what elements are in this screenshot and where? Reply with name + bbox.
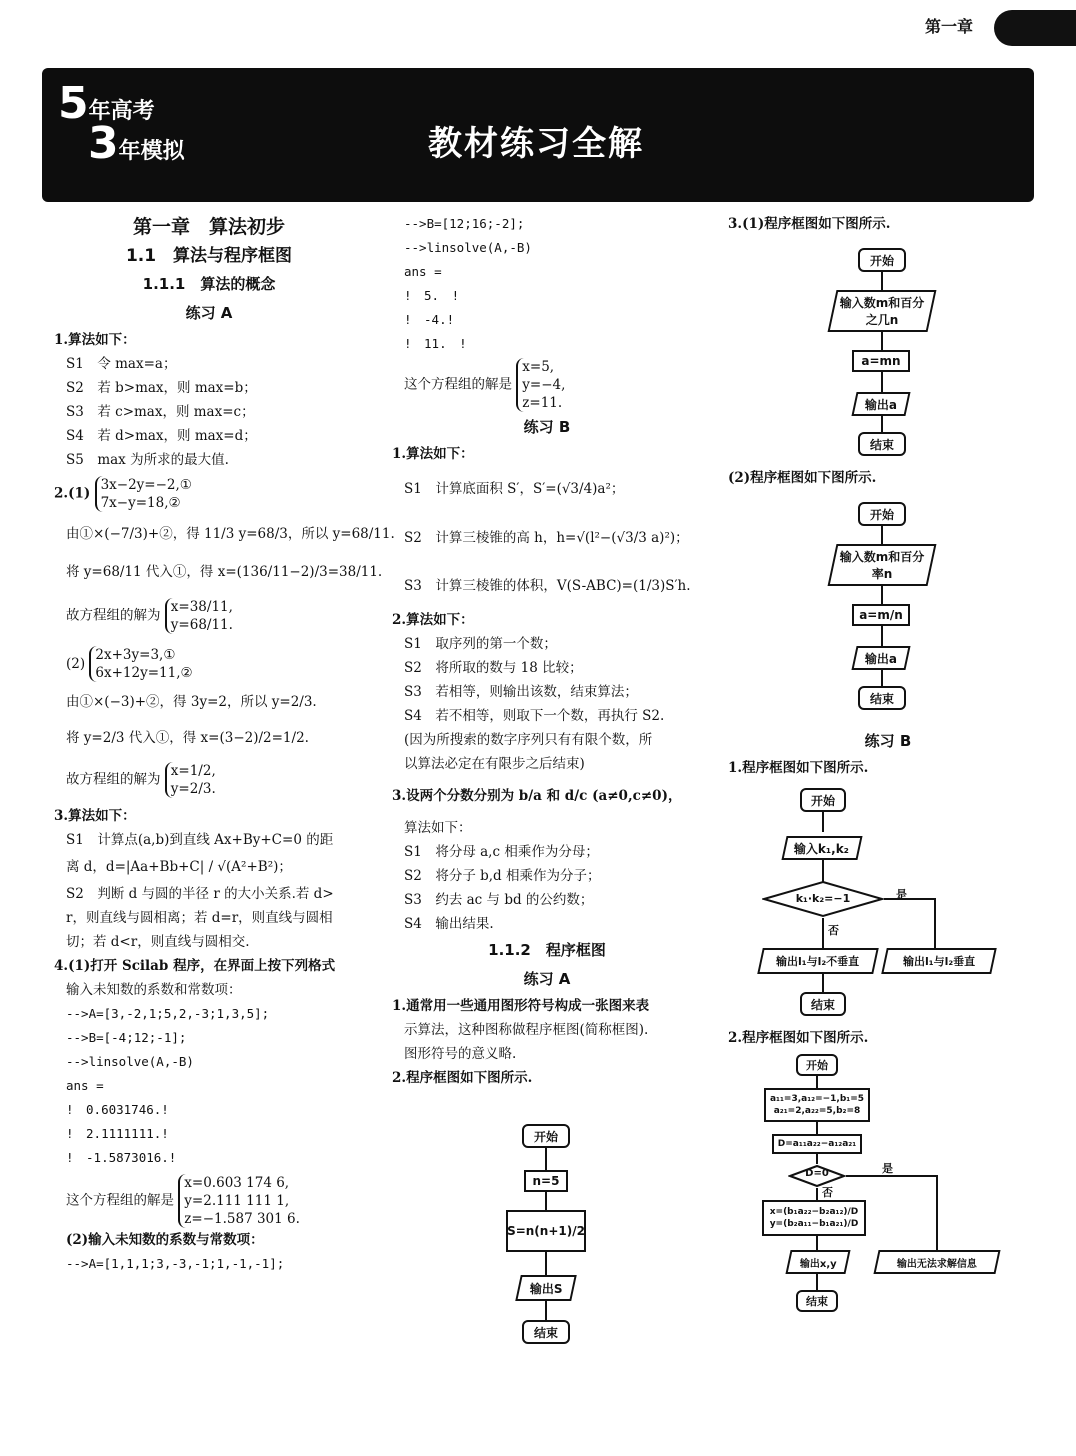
text-line: 将 y=68/11 代入①，得 x=(136/11−2)/3=38/11. [66,564,383,580]
output-xy-node: 输出x,y [785,1250,850,1274]
flow-arrow [816,1154,818,1164]
code-line: -->B=[-4;12;-1]; [66,1030,187,1045]
flowchart-percent [826,246,946,461]
code-line: ans = [66,1078,104,1093]
exercise-heading: 练习 B [864,732,912,750]
brace [165,598,233,634]
section-heading: 1.1 算法与程序框图 [125,246,293,266]
text-block [728,1026,1048,1050]
column-3 [728,212,1048,236]
flow-arrow [881,586,883,604]
text-line: 2.程序框图如下图所示. [728,1030,869,1046]
flow-arrow [816,1236,818,1250]
equation: 2x+3y=3,① [95,647,176,663]
text-line: S2 计算三棱锥的高 h，h=√(l²−(√3/3 a)²)； [404,530,689,546]
text-line: 2.程序框图如下图所示. [392,1070,533,1086]
flow-arrow [816,1274,818,1290]
output-none-node: 输出无法求解信息 [873,1250,1000,1274]
assign-node: a=m/n [852,604,910,626]
end-node: 结束 [522,1320,570,1344]
text-line: 算法如下： [404,820,472,836]
equation: z=11. [522,395,563,411]
output-node: 输出S [515,1275,577,1301]
flow-line [934,898,936,950]
yes-label: 是 [896,888,907,901]
column-2 [392,212,702,1090]
equation: 7x−y=18,② [100,495,181,511]
text-line: S4 若 d>max，则 max=d； [66,428,257,444]
start-node: 开始 [858,502,906,526]
equation: x=1/2, [170,763,216,779]
start-node: 开始 [858,248,906,272]
question-label: 2.(1) [54,485,91,502]
flowchart-sum [500,1120,600,1350]
subsection-heading: 1.1.2 程序框图 [488,941,606,959]
assign-node: a₁₁=3,a₁₂=−1,b₁=5 a₂₁=2,a₂₂=5,b₂=8 [764,1088,870,1122]
brace [516,358,565,412]
det-node: D=a₁₁a₂₂−a₁₂a₂₁ [772,1134,862,1154]
end-node: 结束 [796,1290,838,1312]
flow-arrow [822,918,824,948]
equation: x=0.603 174 6, [184,1175,290,1191]
code-line: ! 11. ! [404,336,467,351]
input-node: 输入数m和百分之几n [828,290,937,332]
equation-system [54,476,364,512]
text-line: S4 输出结果. [404,916,494,932]
equation: x=38/11, [170,599,233,615]
text-line: S2 若 b>max，则 max=b； [66,380,257,396]
text-line: S2 将分子 b,d 相乘作为分子； [404,868,601,884]
text-line: S1 取序列的第一个数； [404,636,557,652]
text-line: 3.算法如下： [54,808,136,824]
equation-system [54,646,364,682]
brace [89,646,192,682]
no-label: 否 [822,1186,833,1199]
text-line: S5 max 为所求的最大值. [66,452,229,468]
text-line: 示算法，这种图称做程序框图(简称框图). [404,1022,649,1038]
logo-num-5: 5 [58,78,89,129]
calc-node: S=n(n+1)/2 [506,1210,586,1252]
equation: y=2/3. [170,781,216,797]
text-line: 切；若 d<r，则直线与圆相交. [66,934,250,950]
text-line: 离 d，d=|Aa+Bb+C| / √(A²+B²)； [66,859,292,875]
output-no-node: 输出l₁与l₂不垂直 [757,948,879,974]
text-line: S1 将分母 a,c 相乘作为分母； [404,844,599,860]
input-node: 输入数m和百分率n [828,544,937,586]
text-block [728,466,1048,490]
flow-arrow [816,1188,818,1200]
text-block [728,726,1048,780]
equation: y=−4, [522,377,566,393]
text-line: 1.程序框图如下图所示. [728,760,869,776]
question-label: (2) [66,655,86,672]
code-line: ans = [404,264,442,279]
flow-arrow [816,1122,818,1134]
text-line: 3.设两个分数分别为 b/a 和 d/c (a≠0,c≠0)， [392,788,682,804]
chapter-tab [994,10,1076,46]
exercise-heading: 练习 A [185,304,233,322]
assign-node: n=5 [524,1170,568,1192]
code-line: -->A=[1,1,1;3,-3,-1;1,-1,-1]; [66,1256,285,1271]
text-line: (2)程序框图如下图所示. [728,470,877,486]
assign-node: a=mn [852,350,910,372]
code-line: ! 2.1111111.! [66,1126,169,1141]
text-line: 以算法必定在有限步之后结束) [404,756,585,772]
flow-arrow [881,272,883,292]
text-line: S1 计算底面积 S′，S′=(√3/4)a²； [404,481,625,497]
calc-node: x=(b₁a₂₂−b₂a₁₂)/D y=(b₂a₁₁−b₁a₂₁)/D [762,1200,866,1236]
code-line: -->linsolve(A,-B) [404,240,532,255]
equation: 3x−2y=−2,① [100,477,192,493]
text-line: S3 约去 ac 与 bd 的公约数； [404,892,594,908]
condition-label: D=0 [805,1168,829,1179]
flow-arrow [881,372,883,392]
text-line: S1 计算点(a,b)到直线 Ax+By+C=0 的距 [66,832,334,848]
text-line: S2 判断 d 与圆的半径 r 的大小关系.若 d> [66,886,334,902]
text-line: 将 y=2/3 代入①，得 x=(3−2)/2=1/2. [66,730,309,746]
flow-arrow [816,1076,818,1088]
start-node: 开始 [796,1054,838,1076]
solution-label: 这个方程组的解是 [66,1192,174,1209]
exercise-heading: 练习 A [523,970,571,988]
logo-num-3: 3 [88,118,119,169]
start-node: 开始 [800,788,846,812]
column-1 [54,212,395,1276]
output-node: 输出a [851,392,910,416]
solution [392,358,702,412]
text-line: (因为所搜索的数字序列只有有限个数，所 [404,732,653,748]
solution [54,598,364,634]
flow-line [936,1175,938,1253]
solution-label: 这个方程组的解是 [404,376,512,393]
text-line: 4.(1)打开 Scilab 程序，在界面上按下列格式 [54,958,336,974]
text-line: 1.算法如下： [54,332,136,348]
equation: y=2.111 111 1, [184,1193,290,1209]
solution [54,1174,364,1228]
text-line: 由①×(−7/3)+②，得 11/3 y=68/3，所以 y=68/11. [66,526,395,542]
logo-text-2: 年模拟 [118,139,185,164]
flow-arrow [545,1192,547,1212]
text-line: S2 将所取的数与 18 比较； [404,660,583,676]
code-line: ! 5. ! [404,288,460,303]
solution [54,762,364,798]
brace [95,476,192,512]
flowchart-linear-system [760,1052,1010,1318]
end-node: 结束 [800,992,846,1016]
flow-arrow [545,1252,547,1276]
banner-title: 教材练习全解 [428,124,644,164]
text-line: 1.算法如下： [392,446,474,462]
solution-label: 故方程组的解为 [66,607,161,624]
chapter-tag: 第一章 [925,17,974,36]
flowchart-perpendicular [756,786,1006,1021]
text-line: S1 令 max=a； [66,356,177,372]
text-line: S3 若相等，则输出该数，结束算法； [404,684,638,700]
code-line: ! 0.6031746.! [66,1102,169,1117]
text-line: 1.通常用一些通用图形符号构成一张图来表 [392,998,650,1014]
flow-line [884,898,936,900]
flow-arrow [822,812,824,832]
flow-arrow [881,526,883,546]
equation: 6x+12y=11,② [95,665,193,681]
text-line: r，则直线与圆相离；若 d=r，则直线与圆相 [66,910,333,926]
flowchart-ratio [826,500,946,715]
text-line: 输入未知数的系数和常数项： [66,982,242,998]
solution-label: 故方程组的解为 [66,771,161,788]
code-line: -->linsolve(A,-B) [66,1054,194,1069]
yes-label: 是 [882,1162,893,1175]
flow-arrow [881,626,883,646]
output-node: 输出a [851,646,910,670]
input-node: 输入k₁,k₂ [781,836,862,860]
text-line: S3 计算三棱锥的体积，V(S-ABC)=(1/3)S′h. [404,578,691,594]
no-label: 否 [828,924,839,937]
code-line: -->B=[12;16;-2]; [404,216,525,231]
start-node: 开始 [522,1124,570,1148]
text-line: 2.算法如下： [392,612,474,628]
text-line: 图形符号的意义略. [404,1046,517,1062]
subsection-heading: 1.1.1 算法的概念 [142,275,276,293]
end-node: 结束 [858,686,906,710]
text-line: S3 若 c>max，则 max=c； [66,404,255,420]
equation: y=68/11. [170,617,233,633]
end-node: 结束 [858,432,906,456]
logo [58,78,185,169]
logo-text-1: 年高考 [88,99,155,124]
output-yes-node: 输出l₁与l₂垂直 [881,948,997,974]
equation: x=5, [522,359,555,375]
text-line: 3.(1)程序框图如下图所示. [728,216,891,232]
code-line: ! -4.! [404,312,455,327]
brace [165,762,216,798]
code-line: -->A=[3,-2,1;5,2,-3;1,3,5]; [66,1006,270,1021]
text-line: (2)输入未知数的系数与常数项： [66,1232,264,1248]
text-line: 由①×(−3)+②，得 3y=2，所以 y=2/3. [66,694,317,710]
chapter-heading: 第一章 算法初步 [132,216,285,238]
code-line: ! -1.5873016.! [66,1150,177,1165]
condition-label: k₁·k₂=−1 [795,892,851,905]
exercise-heading: 练习 B [523,418,571,436]
text-line: S4 若不相等，则取下一个数，再执行 S2. [404,708,665,724]
equation: z=−1.587 301 6. [184,1211,300,1227]
flow-arrow [822,974,824,994]
brace [178,1174,300,1228]
flow-arrow [881,332,883,350]
flow-arrow [822,860,824,882]
